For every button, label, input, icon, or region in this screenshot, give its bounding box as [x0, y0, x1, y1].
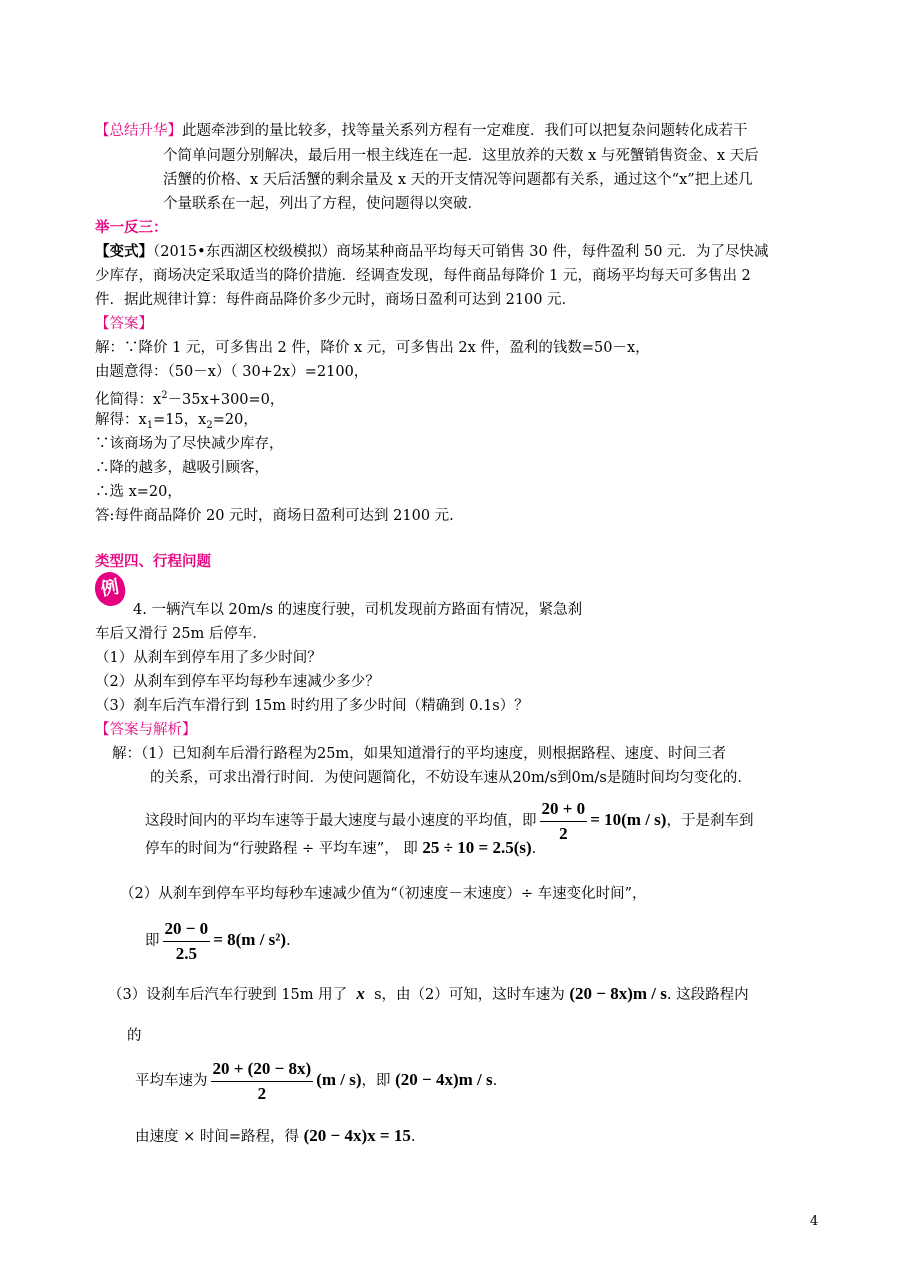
answer-1-line-4: 停车的时间为“行驶路程 ÷ 平均车速”， 即 25 ÷ 10 = 2.5(s). — [145, 838, 537, 857]
solution-line-5: ∵该商场为了尽快减少库存， — [95, 436, 284, 452]
page-number: 4 — [810, 1214, 819, 1229]
example-badge-icon: 例 — [92, 570, 127, 609]
answer-3-line-3: 平均车速为 $\frac{20 + (20 - 8x)}{2}$ (m / s)，即 (20 − 4x)m / s. — [135, 1058, 498, 1103]
section-answer-tag: 【答案与解析】 — [95, 722, 197, 738]
solution-line-7: ∴选 x=20， — [95, 484, 182, 500]
question-line-1: 4. 一辆汽车以 20m/s 的速度行驶，司机发现前方路面有情况，紧急刹 — [133, 602, 583, 618]
question-line-2: 车后又滑行 25m 后停车． — [95, 626, 267, 642]
solution-line-1: 解：∵降价 1 元，可多售出 2 件，降价 x 元，可多售出 2x 件，盈利的钱数=50－x， — [95, 340, 650, 356]
variant-line-3: 件．据此规律计算：每件商品降价多少元时，商场日盈利可达到 2100 元． — [95, 292, 577, 308]
question-part-2: （2）从刹车到停车平均每秒车速减少多少？ — [95, 674, 380, 690]
summary-line-2: 个简单问题分别解决，最后用一根主线连在一起．这里放养的天数 x 与死蟹销售资金、x 天后 — [163, 148, 759, 164]
variant-line-1: 【变式】（2015•东西湖区校级模拟）商场某种商品平均每天可销售 30 件，每件盈利 50 元．为了尽快减 — [95, 243, 769, 260]
question-part-1: （1）从刹车到停车用了多少时间？ — [95, 650, 322, 666]
answer-1-line-2: 的关系，可求出滑行时间．为使问题简化，不妨设车速从20m/s到0m/s是随时间均匀变化的． — [150, 770, 752, 786]
solution-line-6: ∴降的越多，越吸引顾客， — [95, 460, 269, 476]
practice-heading: 举一反三： — [95, 219, 168, 236]
solution-line-8: 答:每件商品降价 20 元时，商场日盈利可达到 2100 元. — [95, 508, 454, 524]
summary-line-3: 活蟹的价格、x 天后活蟹的剩余量及 x 天的开支情况等问题都有关系，通过这个“x”把上述几 — [163, 172, 753, 188]
answer-3-line-1: （3）设刹车后汽车行驶到 15m 用了 x s，由（2）可知，这时车速为 (20 − 8x)m / s. 这段路程内 — [108, 984, 749, 1003]
summary-tag: 【总结升华】 — [95, 123, 182, 139]
summary-line-4: 个量联系在一起，列出了方程，使问题得以突破． — [163, 196, 482, 212]
answer-2-line-2: 即 $\frac{20 - 0}{2.5}$ = 8(m / s²). — [145, 918, 291, 963]
answer-1-line-3: 这段时间内的平均车速等于最大速度与最小速度的平均值，即 $\frac{20 + 0}{2}$ = 10(m / s)，于是刹车到 — [145, 798, 754, 843]
variant-line-2: 少库存，商场决定采取适当的降价措施．经调查发现，每件商品每降价 1 元，商场平均每天可多售出 2 — [95, 268, 751, 284]
practice-answer-tag: 【答案】 — [95, 316, 153, 332]
answer-3-line-2: 的 — [127, 1028, 142, 1044]
solution-line-3: 化简得：$x^2-35x+300=0$， — [95, 390, 285, 408]
summary-line-1: 【总结升华】此题牵涉到的量比较多，找等量关系列方程有一定难度．我们可以把复杂问题转化成若干 — [95, 123, 748, 139]
solution-line-4: 解得：$x_1=15$，$x_2=20$， — [95, 412, 258, 431]
average-speed-fraction: $\frac{20 + 0}{2}$ — [541, 798, 586, 843]
solution-line-2: 由题意得：（50－x）（ 30+2x）=2100， — [95, 364, 369, 380]
section-heading: 类型四、行程问题 — [95, 553, 211, 570]
answer-1-line-1: 解：（1）已知刹车后滑行路程为25m，如果知道滑行的平均速度，则根据路程、速度、时间三者 — [112, 746, 727, 762]
answer-2-line-1: （2）从刹车到停车平均每秒车速减少值为“（初速度－末速度）÷ 车速变化时间”， — [120, 886, 647, 902]
deceleration-fraction: $\frac{20 - 0}{2.5}$ — [164, 918, 209, 963]
question-part-3: （3）刹车后汽车滑行到 15m 时约用了多少时间（精确到 0.1s）？ — [95, 698, 529, 714]
answer-3-line-4: 由速度 × 时间=路程，得 (20 − 4x)x = 15. — [135, 1126, 416, 1145]
variant-tag: 【变式】 — [95, 243, 153, 260]
average-speed-expression: $\frac{20 + (20 - 8x)}{2}$ — [212, 1058, 312, 1103]
